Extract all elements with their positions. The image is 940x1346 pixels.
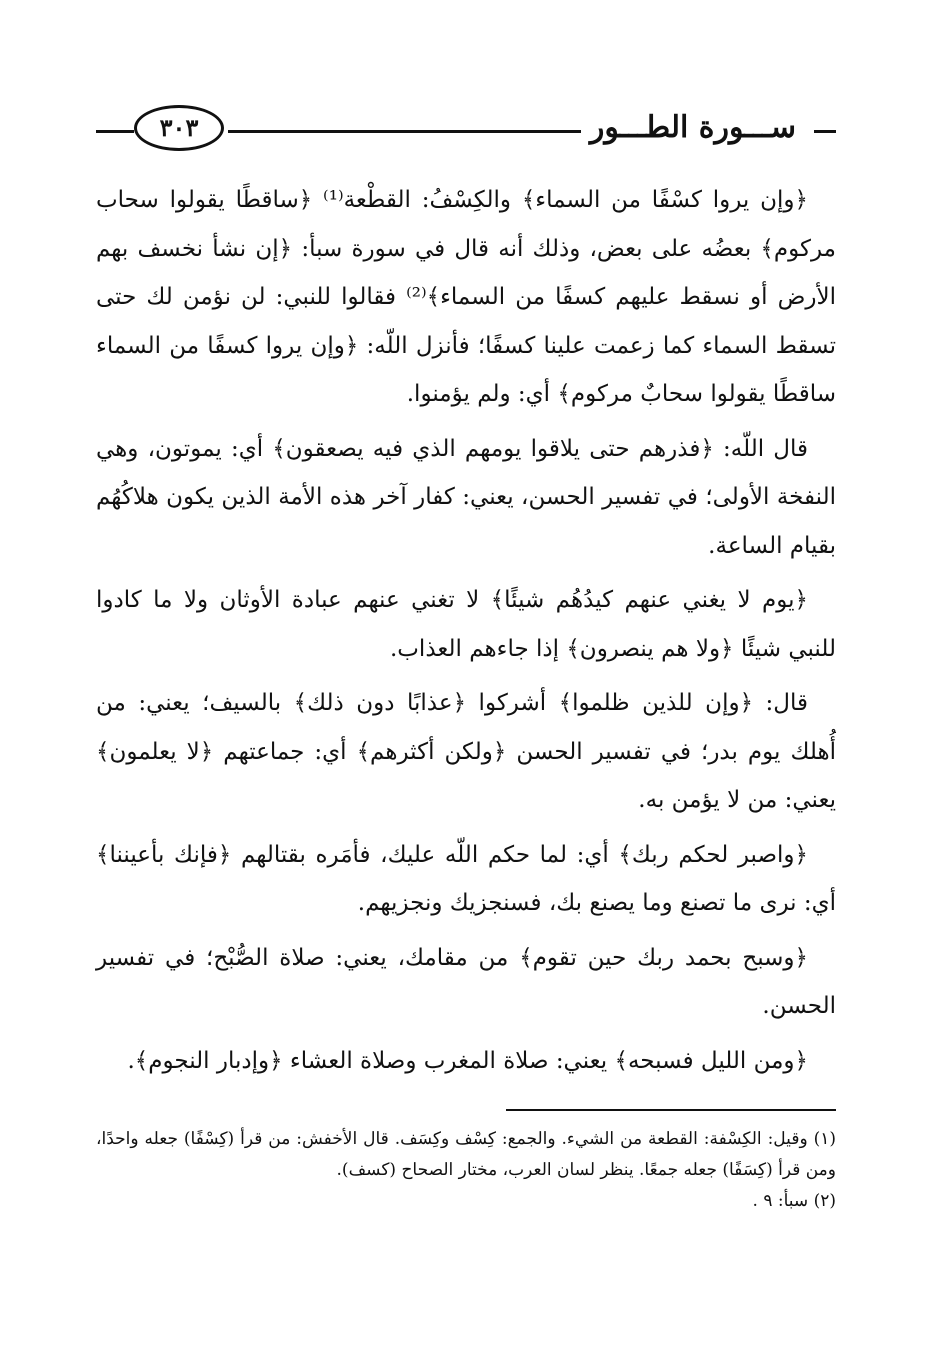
paragraph-2: قال اللّه: ﴿فذرهم حتى يلاقوا يومهم الذي فيه يصعقون﴾ أي: يموتون، وهي النفخة الأولى؛ في تفسير الحسن، يعني: كفار آخر هذه الأمة الذين يكون هلاكُهُم بقيام الساعة.: [96, 435, 836, 559]
main-text: [96, 176, 836, 1091]
paragraph-4: قال: ﴿وإن للذين ظلموا﴾ أشركوا ﴿عذابًا دون ذلك﴾ بالسيف؛ يعني: من أُهلك يوم بدر؛ في تفسير الحسن ﴿ولكن أكثرهم﴾ أي: جماعتهم ﴿لا يعلمون﴾ يعني: من لا يؤمن به.: [96, 690, 836, 813]
paragraph-5: ﴿واصبر لحكم ربك﴾ أي: لما حكم اللّه عليك، فأمَره بقتالهم ﴿فإنك بأعيننا﴾ أي: نرى ما تصنع وما يصنع بك، فسنجزيك ونجزيهم.: [96, 841, 836, 916]
footnote-1: (١) وقيل: الكِسْفة: القطعة من الشيء. والجمع: كِسْف وكِسَف. قال الأخفش: من قرأ (كِسْفًا) جعله واحدًا، ومن قرأ (كِسَفًا) جعله جمعًا. ينظر لسان العرب، مختار الصحاح (كسف).: [96, 1129, 836, 1180]
paragraph-7: ﴿ومن الليل فسبحه﴾ يعني: صلاة المغرب وصلاة العشاء ﴿وإدبار النجوم﴾.: [127, 1047, 808, 1074]
paragraph-3: ﴿يوم لا يغني عنهم كيدُهُم شيئًا﴾ لا تغني عنهم عبادة الأوثان ولا ما كادوا للنبي شيئًا ﴿ولا هم ينصرون﴾ إذا جاءهم العذاب.: [96, 587, 836, 662]
paragraph-6: ﴿وسبح بحمد ربك حين تقوم﴾ من مقامك، يعني: صلاة الصُّبْح؛ في تفسير الحسن.: [96, 944, 836, 1019]
header-rule-left: [96, 130, 134, 133]
page-header: [96, 100, 836, 158]
paragraph-1: ﴿وإن يروا كسْفًا من السماء﴾ والكِسْفُ: القطْعة⁽¹⁾ ﴿ساقطًا يقولوا سحاب مركوم﴾ بعضُه على بعض، وذلك أنه قال في سورة سبأ: ﴿إن نشأ نخسف بهم الأرض أو نسقط عليهم كسفًا من السماء﴾⁽²⁾ فقالوا للنبي: لن نؤمن لك حتى تسقط السماء كما زعمت علينا كسفًا؛ فأنزل اللّه: ﴿وإن يروا كسفًا من السماء ساقطًا يقولوا سحابٌ مركوم﴾ أي: ولم يؤمنوا.: [96, 187, 836, 407]
surah-title: ســـورة الطـــور: [589, 110, 796, 145]
footnote-2: (٢) سبأ: ٩ .: [752, 1191, 836, 1211]
header-dash: [814, 130, 836, 133]
page-number: ٣٠٣: [134, 105, 224, 151]
header-rule: [228, 130, 581, 133]
footnotes: [96, 1124, 836, 1217]
footnote-separator: [506, 1109, 836, 1111]
